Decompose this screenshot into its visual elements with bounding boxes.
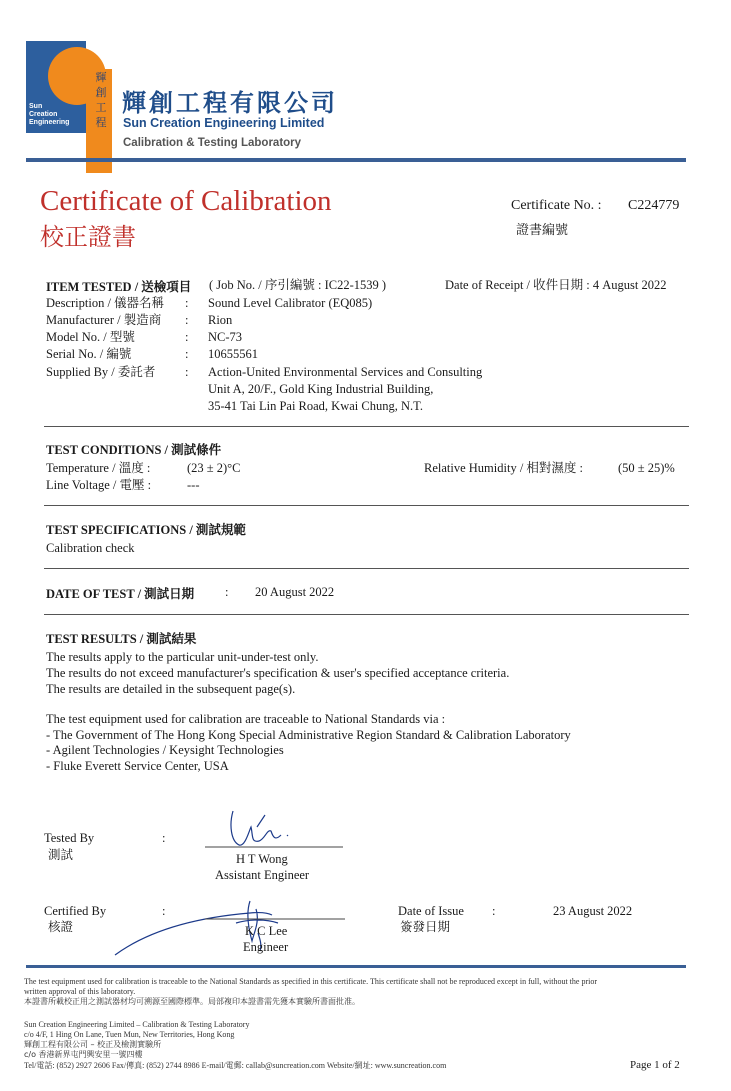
line-voltage-label: Line Voltage / 電壓 :: [46, 478, 152, 492]
certified-by-label-cjk: 核證: [48, 920, 74, 934]
results-line: The results do not exceed manufacturer's specification & user's specified acceptance criteria.: [46, 666, 510, 680]
manufacturer-colon: :: [185, 313, 189, 327]
serial-value: 10655561: [208, 347, 258, 361]
logo-name-text: Sun Creation Engineering: [29, 103, 70, 126]
description-value: Sound Level Calibrator (EQ085): [208, 296, 373, 310]
section-divider: [44, 426, 689, 427]
certified-by-title: Engineer: [243, 940, 289, 954]
traceability-intro: The test equipment used for calibration are traceable to National Standards via :: [46, 712, 446, 726]
supplied-by-colon: :: [185, 365, 189, 379]
date-of-issue-label: Date of Issue: [398, 904, 464, 918]
tested-by-colon: :: [162, 831, 166, 845]
description-label: Description / 儀器名稱: [46, 296, 165, 310]
certificate-number-value: C224779: [628, 198, 680, 213]
job-number: ( Job No. / 序引編號 : IC22-1539 ): [209, 278, 387, 292]
tested-by-title: Assistant Engineer: [215, 868, 310, 882]
footer-notice-cjk: 本證書所載校正用之測試器材均可溯源至國際標準。局部複印本證書需先獲本實驗所書面批准。: [24, 997, 360, 1006]
footer-address-line: 輝創工程有限公司 – 校正及檢測實驗所: [24, 1040, 162, 1049]
footer-contact: Tel/電話: (852) 2927 2606 Fax/傳真: (852) 2744 8986 E-mail/電郵: callab@suncreation.com Website/網址: www.suncreation.com: [24, 1061, 447, 1070]
supplied-by-value: Action-United Environmental Services and Consulting: [208, 365, 483, 379]
logo-cjk-text: 輝 創 工 程: [95, 71, 107, 129]
description-colon: :: [185, 296, 189, 310]
section-divider: [44, 614, 689, 615]
date-of-issue-label-cjk: 簽發日期: [400, 920, 451, 934]
model-label: Model No. / 型號: [46, 330, 135, 344]
company-subtitle: Calibration & Testing Laboratory: [123, 137, 302, 149]
section-divider: [44, 505, 689, 506]
supplied-by-label: Supplied By / 委託者: [46, 365, 156, 379]
footer-divider: [26, 965, 686, 968]
date-of-receipt: Date of Receipt / 收件日期 : 4 August 2022: [445, 278, 667, 292]
item-tested-heading: ITEM TESTED / 送檢項目: [46, 280, 192, 294]
company-name-en: Sun Creation Engineering Limited: [123, 116, 325, 130]
test-specifications-heading: TEST SPECIFICATIONS / 測試規範: [46, 523, 246, 537]
results-line: The results are detailed in the subsequent page(s).: [46, 682, 296, 696]
model-colon: :: [185, 330, 189, 344]
results-line: The results apply to the particular unit-under-test only.: [46, 650, 319, 664]
traceability-item: - Agilent Technologies / Keysight Technologies: [46, 743, 284, 757]
traceability-item: - Fluke Everett Service Center, USA: [46, 759, 229, 773]
supplier-address-line-2: 35-41 Tai Lin Pai Road, Kwai Chung, N.T.: [208, 399, 423, 413]
section-divider: [44, 568, 689, 569]
certified-by-signature: [100, 893, 350, 963]
temperature-value: (23 ± 2)°C: [187, 461, 241, 475]
date-of-issue-colon: :: [492, 904, 496, 918]
manufacturer-value: Rion: [208, 313, 233, 327]
test-results-heading: TEST RESULTS / 測試結果: [46, 632, 197, 646]
certified-by-name: K C Lee: [245, 924, 288, 938]
footer-address-line: Sun Creation Engineering Limited – Calibration & Testing Laboratory: [24, 1020, 250, 1029]
date-of-test-colon: :: [225, 585, 229, 599]
temperature-label: Temperature / 溫度 :: [46, 461, 151, 475]
header-divider: [26, 158, 686, 162]
model-value: NC-73: [208, 330, 243, 344]
page-number: Page 1 of 2: [630, 1059, 680, 1071]
serial-colon: :: [185, 347, 189, 361]
date-of-test-label: DATE OF TEST / 測試日期: [46, 587, 195, 601]
certificate-title-cjk: 校正證書: [40, 223, 136, 251]
tested-by-label-cjk: 測試: [48, 848, 74, 862]
footer-address-line: c/o 4/F, 1 Hing On Lane, Tuen Mun, New Territories, Hong Kong: [24, 1030, 235, 1039]
supplier-address-line-1: Unit A, 20/F., Gold King Industrial Building,: [208, 382, 434, 396]
footer-notice-en: The test equipment used for calibration is traceable to the National Standards as specified in this certificate. This certificate shall not be reproduced except in full, without the prior: [24, 977, 597, 986]
traceability-item: - The Government of The Hong Kong Special Administrative Region Standard & Calibration Laboratory: [46, 728, 571, 742]
humidity-value: (50 ± 25)%: [618, 461, 675, 475]
tested-by-signature: [205, 805, 355, 855]
certificate-title: Certificate of Calibration: [40, 185, 332, 217]
manufacturer-label: Manufacturer / 製造商: [46, 313, 162, 327]
test-conditions-heading: TEST CONDITIONS / 測試條件: [46, 443, 222, 457]
date-of-issue-value: 23 August 2022: [553, 904, 633, 918]
tested-by-label: Tested By: [44, 831, 95, 845]
serial-label: Serial No. / 編號: [46, 347, 132, 361]
date-of-test-value: 20 August 2022: [255, 585, 335, 599]
line-voltage-value: ---: [187, 478, 200, 492]
humidity-label: Relative Humidity / 相對濕度 :: [424, 461, 584, 475]
footer-notice-en-2: written approval of this laboratory.: [24, 987, 136, 996]
test-specifications-text: Calibration check: [46, 541, 135, 555]
company-name-cjk: 輝創工程有限公司: [122, 89, 338, 117]
certificate-number-label: Certificate No. :: [511, 198, 602, 213]
tested-by-name: H T Wong: [236, 852, 288, 866]
certified-by-label: Certified By: [44, 904, 107, 918]
footer-address-line: c/o 香港新界屯門興安里一號四樓: [24, 1050, 143, 1059]
certificate-number-label-cjk: 證書編號: [516, 223, 569, 238]
certified-by-colon: :: [162, 904, 166, 918]
